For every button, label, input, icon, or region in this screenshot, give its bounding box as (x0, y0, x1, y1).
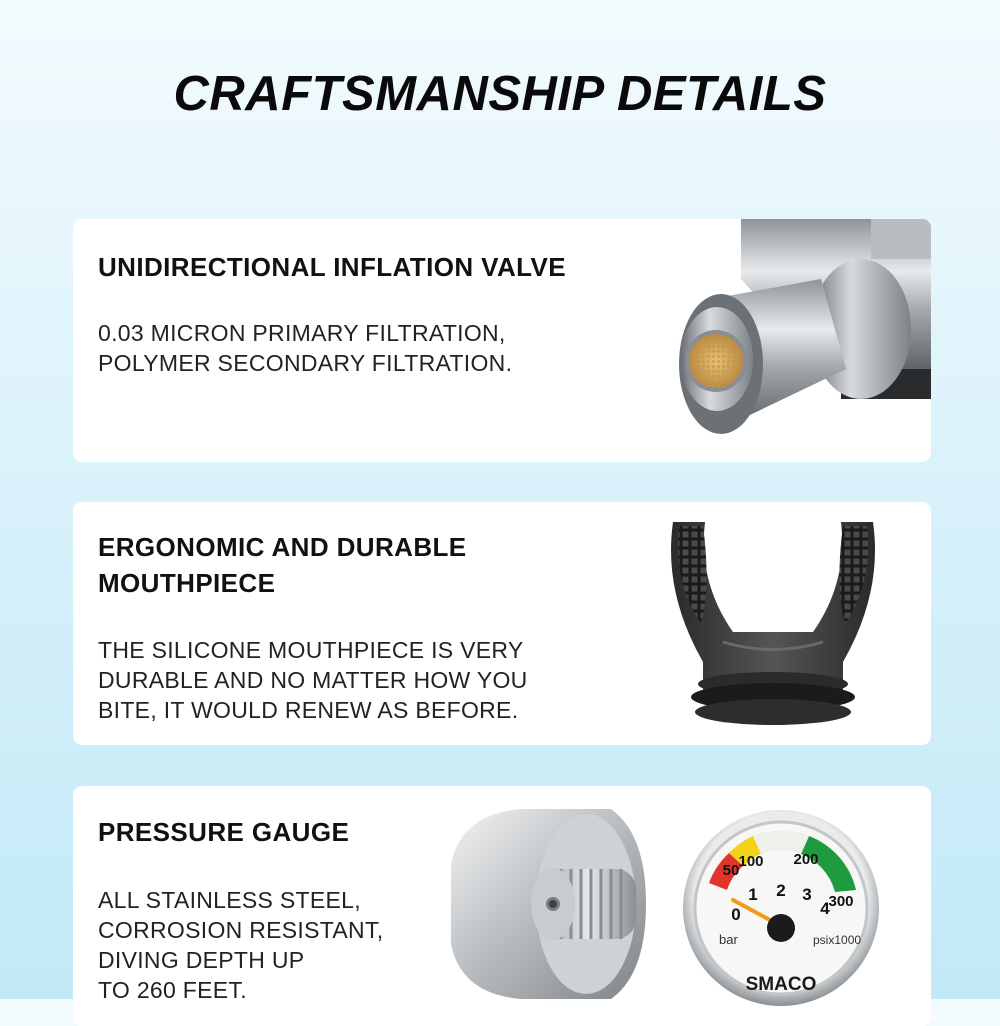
psi-tick-300: 300 (828, 893, 854, 910)
bar-tick-1: 1 (748, 885, 758, 904)
card-description: 0.03 MICRON PRIMARY FILTRATION, POLYMER SECONDARY FILTRATION. (98, 320, 513, 376)
card-heading: ERGONOMIC AND DURABLE MOUTHPIECE (98, 532, 467, 598)
gauge-brand: SMACO (745, 974, 817, 995)
pressure-gauge-image (681, 808, 881, 1008)
feature-card-mouthpiece (73, 502, 931, 745)
card-heading: UNIDIRECTIONAL INFLATION VALVE (98, 252, 566, 282)
bar-tick-3: 3 (802, 885, 812, 904)
page-title: CRAFTSMANSHIP DETAILS (173, 67, 827, 121)
bar-tick-0: 0 (731, 905, 741, 924)
card-heading: PRESSURE GAUGE (98, 817, 350, 847)
bar-tick-2: 2 (776, 881, 786, 900)
valve-image (671, 219, 931, 462)
card-description: THE SILICONE MOUTHPIECE IS VERY DURABLE AND NO MATTER HOW YOU BITE, IT WOULD RENEW AS BEFORE. (98, 637, 528, 723)
gauge-fitting-image (441, 804, 651, 1004)
feature-card-pressure-gauge (73, 786, 931, 1026)
psi-tick-100: 100 (738, 853, 764, 870)
gauge-bar-label: bar (719, 932, 738, 947)
bar-tick-4: 4 (820, 899, 830, 918)
feature-card-inflation-valve (73, 219, 931, 462)
gauge-psi-label: psix1000 (813, 933, 862, 947)
psi-tick-50: 50 (722, 862, 740, 879)
mouthpiece-image (663, 512, 883, 732)
card-description: ALL STAINLESS STEEL, CORROSION RESISTANT, DIVING DEPTH UP TO 260 FEET. (98, 887, 384, 1003)
gauge-hub (767, 914, 795, 942)
psi-tick-200: 200 (793, 851, 819, 868)
